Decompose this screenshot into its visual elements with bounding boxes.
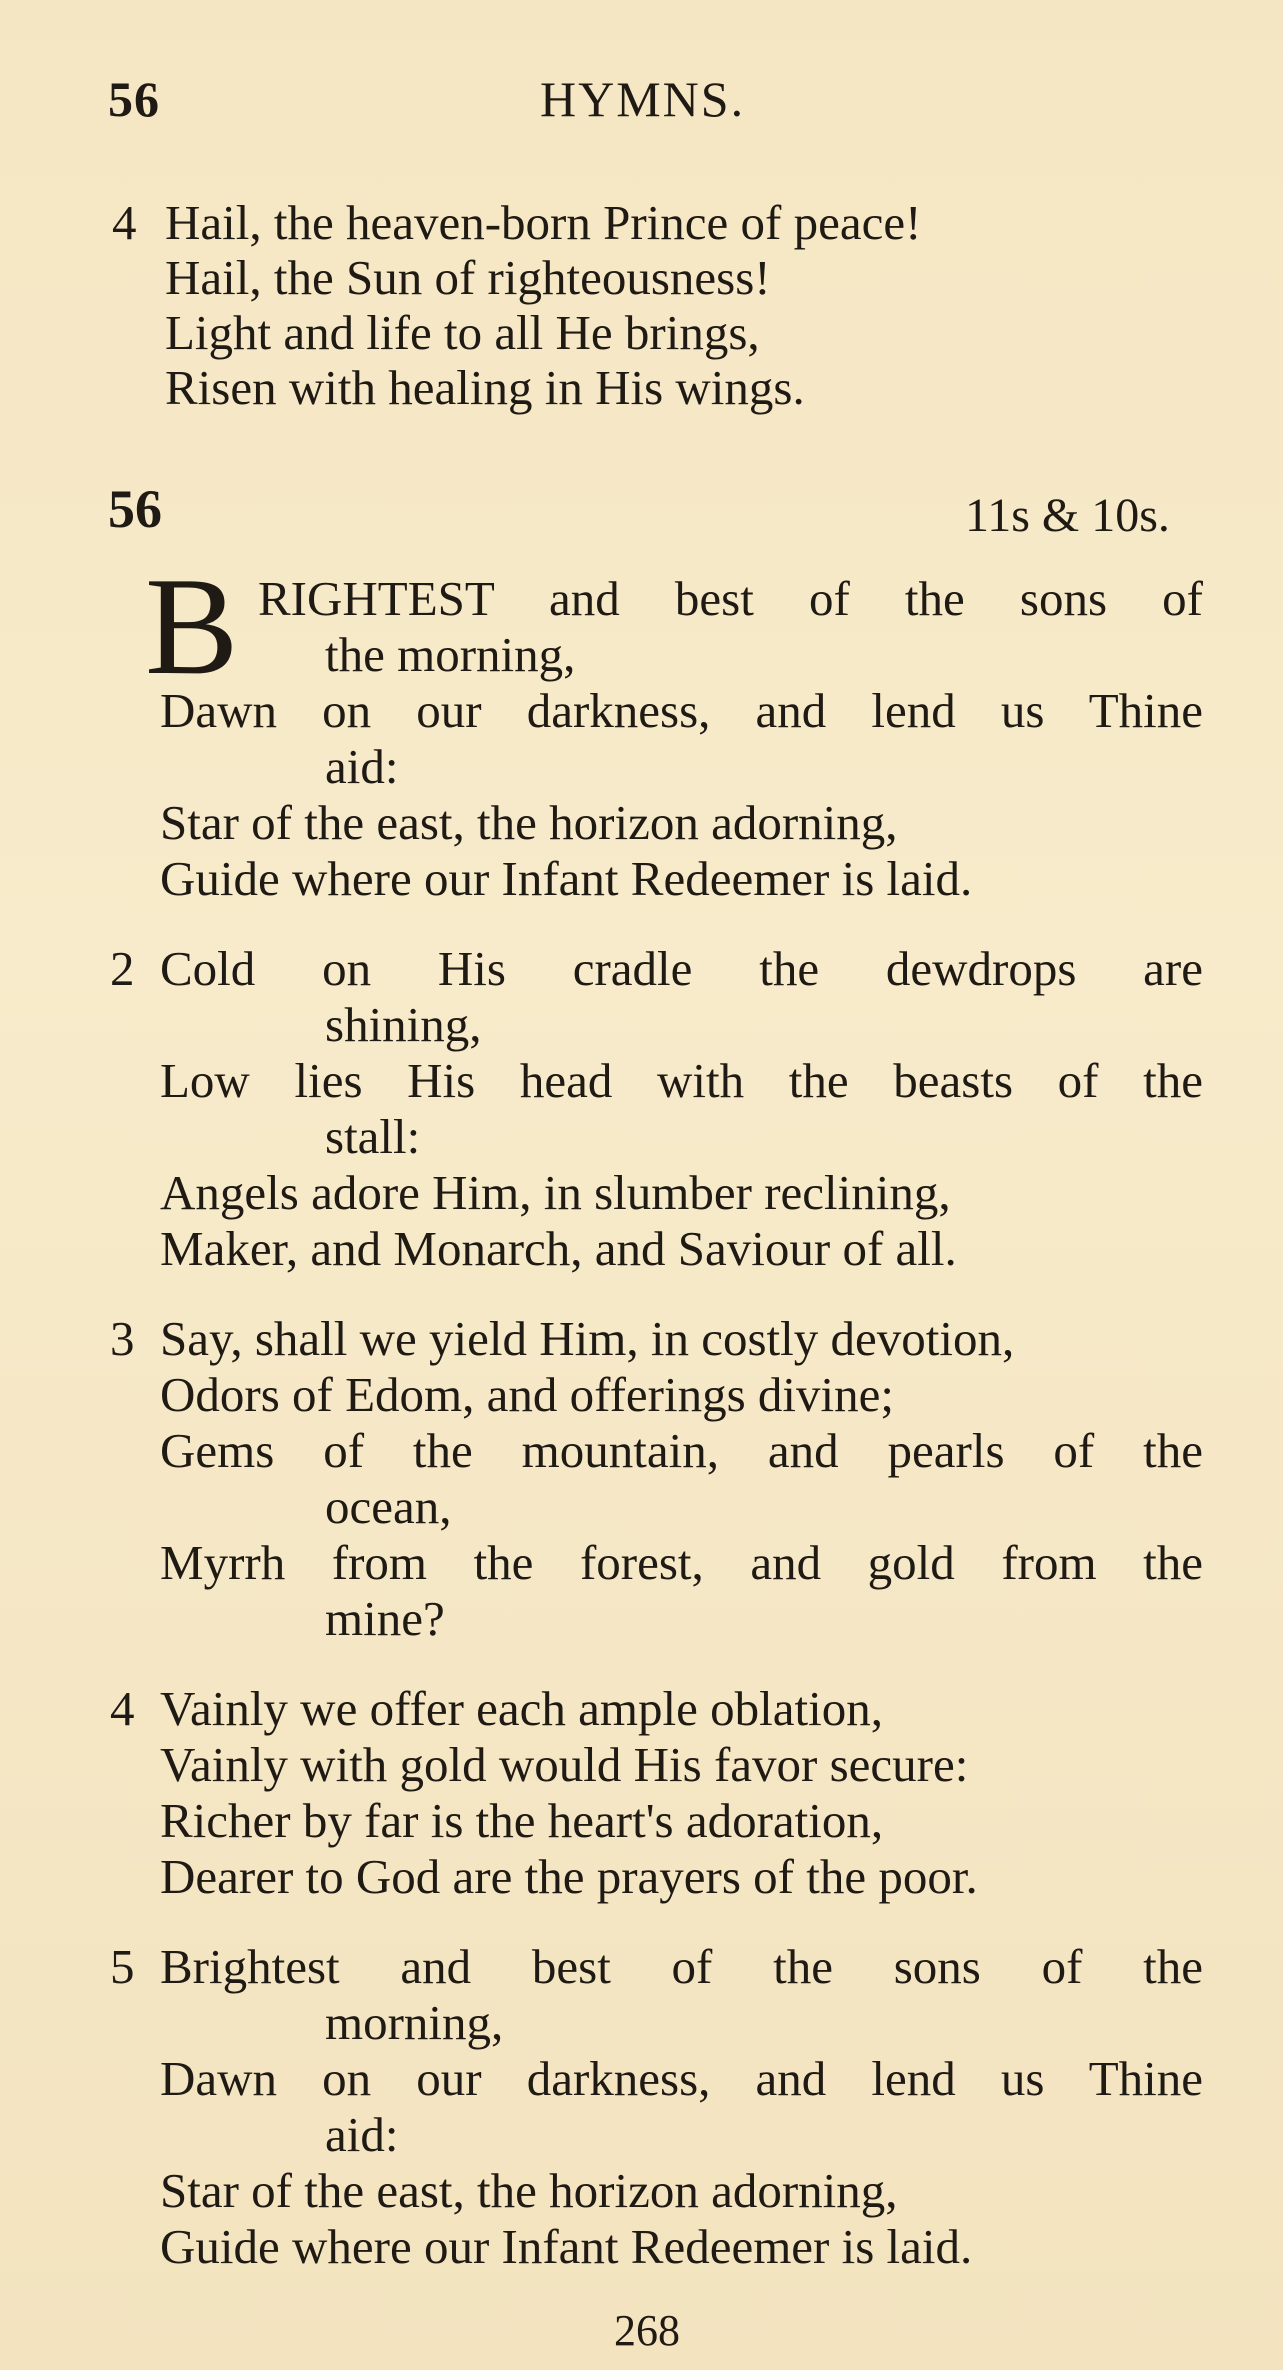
stanza-2-line-2-continued: stall: [325,1109,421,1164]
previous-line-2: Hail, the Sun of righteousness! [165,250,771,305]
stanza-4-line-1: Vainly we offer each ample oblation, [160,1681,883,1736]
stanza-5-line-1: Brightest and best of the sons of the [160,1939,1203,1994]
stanza-5-line-2: Dawn on our darkness, and lend us Thine [160,2051,1203,2106]
stanza-4-line-4: Dearer to God are the prayers of the poor. [160,1849,978,1904]
stanza-3-line-4: Myrrh from the forest, and gold from the [160,1535,1203,1590]
stanza-2-line-1: Cold on His cradle the dewdrops are [160,941,1203,996]
hymn-number: 56 [108,479,162,539]
signature-number: 268 [614,2306,680,2355]
hymn-meter: 11s & 10s. [965,489,1170,542]
previous-stanza-number: 4 [112,195,137,250]
stanza-1-line-2: Dawn on our darkness, and lend us Thine [160,683,1203,738]
stanza-3-line-3-continued: ocean, [325,1479,452,1534]
stanza-1-line-1-continued: the morning, [325,627,576,682]
stanza-1-line-3: Star of the east, the horizon adorning, [160,795,898,850]
page-number: 56 [108,71,160,127]
drop-cap: B [145,549,239,704]
stanza-1-line-2-continued: aid: [325,739,399,794]
stanza-3-line-1: Say, shall we yield Him, in costly devotion, [160,1311,1015,1366]
stanza-5-line-2-continued: aid: [325,2107,399,2162]
page-header [108,70,1208,140]
stanza-2-line-1-continued: shining, [325,997,482,1052]
running-title: HYMNS. [540,71,746,127]
stanza-3-line-2: Odors of Edom, and offerings divine; [160,1367,894,1422]
stanza-4-number: 4 [110,1681,135,1736]
stanza-3-line-4-continued: mine? [325,1591,445,1646]
stanza-2-number: 2 [110,941,135,996]
stanza-2-line-4: Maker, and Monarch, and Saviour of all. [160,1221,957,1276]
stanza-5-line-3: Star of the east, the horizon adorning, [160,2163,898,2218]
stanza-5-line-1-continued: morning, [325,1995,504,2050]
stanza-4-line-2: Vainly with gold would His favor secure: [160,1737,969,1792]
stanza-5-number: 5 [110,1939,135,1994]
previous-line-3: Light and life to all He brings, [165,305,760,360]
previous-line-4: Risen with healing in His wings. [165,360,805,415]
stanza-2-line-2: Low lies His head with the beasts of the [160,1053,1203,1108]
stanza-4-line-3: Richer by far is the heart's adoration, [160,1793,884,1848]
previous-line-1: Hail, the heaven-born Prince of peace! [165,195,922,250]
stanza-3-line-3: Gems of the mountain, and pearls of the [160,1423,1203,1478]
stanza-3-number: 3 [110,1311,135,1366]
stanza-2-line-3: Angels adore Him, in slumber reclining, [160,1165,951,1220]
stanza-1-line-4: Guide where our Infant Redeemer is laid. [160,851,973,906]
stanza-1-line-1: RIGHTEST and best of the sons of [258,571,1203,626]
stanza-5-line-4: Guide where our Infant Redeemer is laid. [160,2219,973,2274]
